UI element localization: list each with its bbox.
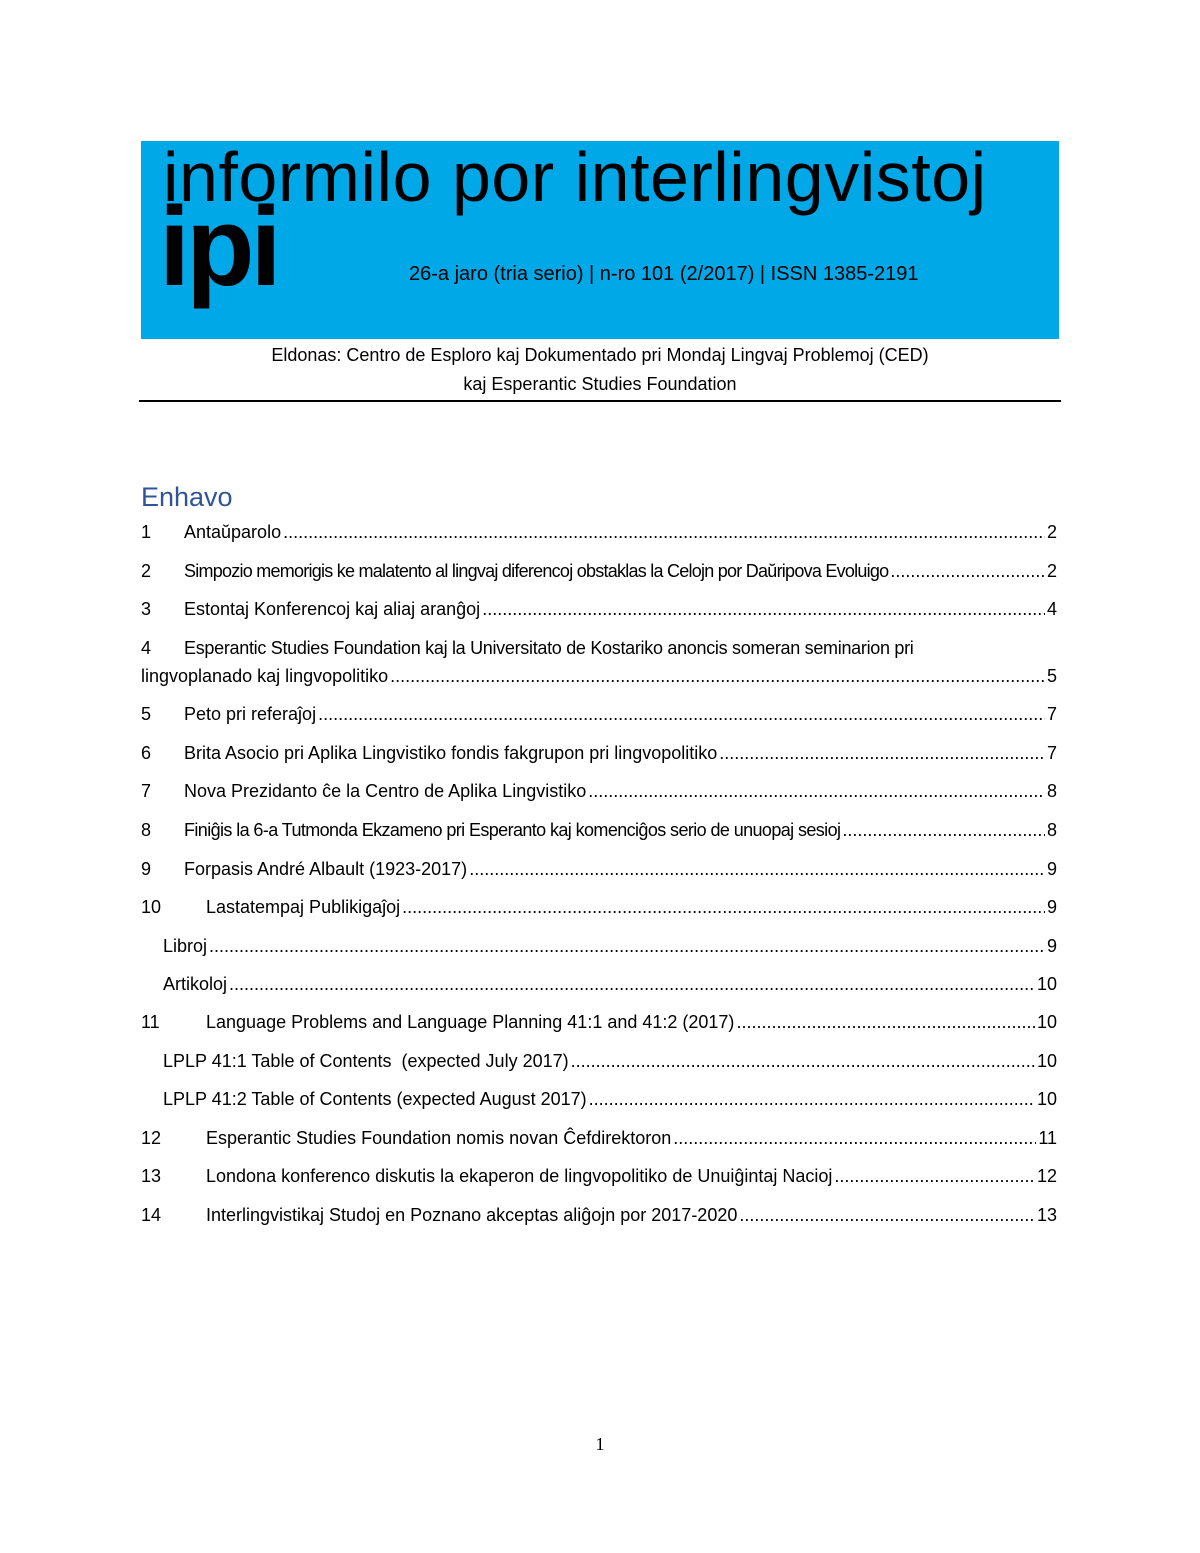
toc-entry-number: 1: [141, 522, 152, 542]
toc-entry-title: Peto pri referaĵoj: [184, 704, 317, 724]
toc-entry-title: Language Problems and Language Planning 41:1 and 41:2 (2017): [206, 1012, 735, 1032]
toc-subentry[interactable]: [141, 1050, 1057, 1072]
toc-entry-continuation[interactable]: [141, 665, 1057, 687]
toc-entry-title: lingvoplanado kaj lingvopolitiko: [141, 666, 389, 686]
toc-entry[interactable]: [141, 637, 1057, 659]
toc-entry-number: 6: [141, 743, 152, 763]
masthead-banner: [141, 141, 1059, 339]
toc-leader-dots: [890, 560, 1045, 582]
toc-entry[interactable]: [141, 1127, 1057, 1149]
toc-entry-number: 9: [141, 859, 152, 879]
toc-entry[interactable]: [141, 858, 1057, 880]
toc-entry-title: LPLP 41:2 Table of Contents (expected August 2017): [163, 1089, 587, 1109]
toc-entry-title: Interlingvistikaj Studoj en Poznano akceptas aliĝojn por 2017-2020: [206, 1205, 738, 1225]
toc-leader-dots: [482, 598, 1045, 620]
toc-entry-page: 13: [1036, 1205, 1057, 1225]
toc-leader-dots: [209, 935, 1045, 957]
toc-entry-page: 7: [1046, 743, 1057, 763]
toc-entry-title-line-1: Esperantic Studies Foundation kaj la Universitato de Kostariko anoncis someran seminarion pri: [184, 638, 914, 658]
toc-entry-page: 10: [1036, 1089, 1057, 1109]
toc-entry-page: 5: [1046, 666, 1057, 686]
toc-subentry[interactable]: [141, 1088, 1057, 1110]
toc-leader-dots: [842, 819, 1045, 841]
toc-entry-page: 2: [1046, 522, 1057, 542]
toc-entry[interactable]: [141, 521, 1057, 543]
toc-entry-page: 10: [1036, 1051, 1057, 1071]
toc-entry[interactable]: [141, 819, 1057, 841]
publisher-line-2: kaj Esperantic Studies Foundation: [463, 374, 737, 394]
toc-leader-dots: [318, 703, 1045, 725]
issue-info: 26-a jaro (tria serio) | n-ro 101 (2/2017) | ISSN 1385-2191: [409, 263, 919, 285]
publisher-line-1: Eldonas: Centro de Esploro kaj Dokumentado pri Mondaj Lingvaj Problemoj (CED): [271, 345, 929, 365]
toc-leader-dots: [402, 896, 1045, 918]
toc-entry-page: 8: [1046, 781, 1057, 801]
toc-entry-number: 11: [141, 1012, 160, 1032]
toc-entry-page: 10: [1036, 974, 1057, 994]
toc-entry-title: Simpozio memorigis ke malatento al lingvaj diferencoj obstaklas la Celojn por Daŭripova Evoluigo: [184, 561, 889, 581]
toc-entry-page: 2: [1046, 561, 1057, 581]
toc-entry-title: Libroj: [163, 936, 208, 956]
toc-entry-number: 13: [141, 1166, 162, 1186]
toc-entry-page: 9: [1046, 859, 1057, 879]
toc-entry-page: 12: [1036, 1166, 1057, 1186]
toc-entry-page: 7: [1046, 704, 1057, 724]
toc-entry-title: Estontaj Konferencoj kaj aliaj aranĝoj: [184, 599, 481, 619]
ipi-logo: ipi: [159, 184, 278, 309]
toc-subentry[interactable]: [141, 935, 1057, 957]
toc-entry-page: 9: [1046, 936, 1057, 956]
toc-leader-dots: [588, 780, 1045, 802]
toc-leader-dots: [229, 973, 1035, 995]
toc-entry-title: Finiĝis la 6-a Tutmonda Ekzameno pri Esperanto kaj komenciĝos serio de unuopaj sesioj: [184, 820, 841, 840]
toc-leader-dots: [739, 1204, 1035, 1226]
toc-leader-dots: [719, 742, 1045, 764]
toc-entry-page: 8: [1046, 820, 1057, 840]
toc-entry-number: 2: [141, 561, 152, 581]
toc-leader-dots: [673, 1127, 1036, 1149]
toc-leader-dots: [469, 858, 1045, 880]
toc-entry-number: 12: [141, 1128, 162, 1148]
toc-entry-number: 8: [141, 820, 152, 840]
toc-leader-dots: [571, 1050, 1035, 1072]
toc-heading: Enhavo: [141, 482, 233, 512]
toc-entry-title: Artikoloj: [163, 974, 228, 994]
toc-entry-number: 14: [141, 1205, 162, 1225]
toc-subentry[interactable]: [141, 973, 1057, 995]
toc-leader-dots: [390, 665, 1045, 687]
toc-entry-number: 7: [141, 781, 152, 801]
toc-entry-page: 4: [1046, 599, 1057, 619]
newsletter-title: informilo por interlingvistoj: [163, 141, 987, 216]
toc-entry[interactable]: [141, 1165, 1057, 1187]
toc-leader-dots: [736, 1011, 1035, 1033]
toc-leader-dots: [589, 1088, 1035, 1110]
toc-entry-number: 10: [141, 897, 162, 917]
toc-entry[interactable]: [141, 560, 1057, 582]
header-divider: [139, 400, 1061, 402]
toc-entry[interactable]: [141, 1204, 1057, 1226]
toc-entry-number: 5: [141, 704, 152, 724]
toc-entry[interactable]: [141, 703, 1057, 725]
toc-entry-title: Nova Prezidanto ĉe la Centro de Aplika Lingvistiko: [184, 781, 587, 801]
toc-entry[interactable]: [141, 1011, 1057, 1033]
toc-entry[interactable]: [141, 742, 1057, 764]
toc-entry[interactable]: [141, 780, 1057, 802]
toc-entry-title: Forpasis André Albault (1923-2017): [184, 859, 468, 879]
toc-entry-page: 11: [1038, 1128, 1057, 1148]
toc-entry-page: 10: [1036, 1012, 1057, 1032]
toc-leader-dots: [834, 1165, 1035, 1187]
toc-entry-title: LPLP 41:1 Table of Contents (expected July 2017): [163, 1051, 569, 1071]
toc-leader-dots: [283, 521, 1045, 543]
toc-entry-title: Londona konferenco diskutis la ekaperon de lingvopolitiko de Unuiĝintaj Nacioj: [206, 1166, 833, 1186]
toc-entry-number: 4: [141, 638, 152, 658]
toc-entry-page: 9: [1046, 897, 1057, 917]
toc-entry-title: Lastatempaj Publikigaĵoj: [206, 897, 401, 917]
toc-entry-title: Antaŭparolo: [184, 522, 282, 542]
toc-entry[interactable]: [141, 598, 1057, 620]
page-number: 1: [595, 1434, 605, 1454]
toc-entry[interactable]: [141, 896, 1057, 918]
toc-entry-title: Esperantic Studies Foundation nomis novan Ĉefdirektoron: [206, 1128, 672, 1148]
toc-entry-title: Brita Asocio pri Aplika Lingvistiko fondis fakgrupon pri lingvopolitiko: [184, 743, 718, 763]
table-of-contents: [141, 516, 1057, 1226]
toc-entry-number: 3: [141, 599, 152, 619]
